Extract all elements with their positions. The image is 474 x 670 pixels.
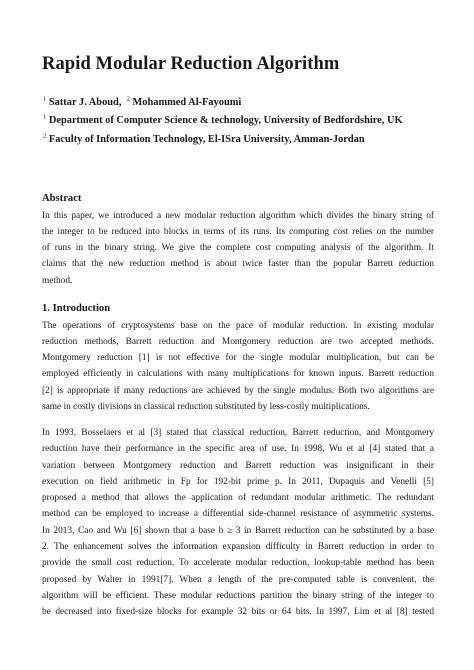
affiliation-1-text: Department of Computer Science & technology, University of Bedfordshire, UK <box>48 115 403 126</box>
paragraph-line: reduction have their performance in the specific area of use. In 1998, Wu et al [4] stated that a <box>42 444 434 455</box>
paragraph-line: algorithm will be efficient. These modular reductions partition the binary string of the integer to <box>42 590 434 601</box>
paragraph-line: In 2013, Cao and Wu [6] shown that a base b ≥ 3 in Barrett reduction can be substituted by a base <box>42 525 434 536</box>
affiliation-2-text: Faculty of Information Technology, El-ISra University, Amman-Jordan <box>48 134 365 145</box>
affiliation-1 <box>43 115 403 126</box>
paragraph-line: method can be employed to increase a differential side-channel resistance of asymmetric systems. <box>42 509 434 520</box>
paragraph-line: provide the small cost reduction. To accelerate modular reduction, lookup-table method has been <box>42 558 434 569</box>
affiliation-2-superscript: 2 <box>43 132 47 140</box>
author-1-superscript: 1 <box>43 95 47 103</box>
abstract-line: of runs in the binary string. We give the complete cost computing analysis of the algorithm. It <box>42 243 434 254</box>
paragraph-line: The operations of cryptosystems base on the pace of modular reduction. In existing modular <box>42 321 434 331</box>
paragraph-line: proposed a method that allows the application of redundant modular arithmetic. The redundant <box>42 493 434 504</box>
introduction-heading: 1. Introduction <box>42 303 111 314</box>
paragraph-line: employed efficiently in calculations with many multiplications for known inputs. Barrett reduction <box>42 369 434 380</box>
abstract-line: claims that the new reduction method is about twice faster than the popular Barrett reduction <box>42 259 434 270</box>
abstract-heading: Abstract <box>42 193 82 204</box>
affiliation-2 <box>43 134 365 145</box>
paragraph-line: same in costly divisions in classical reduction substituted by less-costly multiplications. <box>42 401 370 412</box>
author-2-superscript: 2 <box>126 95 130 103</box>
paragraph-line: In 1993, Bosselaers et al [3] stated that classical reduction, Barrett reduction, and Montgomery <box>42 428 434 438</box>
introduction-paragraph-1 <box>42 318 434 415</box>
author-2-name: Mohammed Al-Fayoumi <box>132 97 242 108</box>
paragraph-line: 2. The enhancement solves the information expansion difficulty in Barrett reduction in order to <box>42 542 434 553</box>
paper-title: Rapid Modular Reduction Algorithm <box>42 54 340 74</box>
paragraph-line: Montgomery reduction [1] is not effective for the single modular multiplication, but can be <box>42 353 434 364</box>
author-1-name: Sattar J. Aboud, <box>48 97 122 108</box>
abstract-line: the integer to be reduced into blocks in terms of its runs. Its computing cost relies on the number <box>42 227 434 238</box>
abstract-body <box>42 208 434 289</box>
paragraph-line: proposed by Walter in 1991[7]. When a length of the pre-computed table is convenient, the <box>42 574 434 585</box>
introduction-paragraph-2 <box>42 425 434 621</box>
paragraph-line: be decreased into fixed-size blocks for example 32 bits or 64 bits. In 1997, Lim et al [8] tested <box>42 607 434 618</box>
paragraph-line: reduction methods, Barrett reduction and Montgomery reduction are two accepted methods. <box>42 337 434 348</box>
author-line <box>43 97 241 108</box>
affiliation-1-superscript: 1 <box>43 113 47 121</box>
paragraph-line: execution on field arithmetic in Fp for 192-bit prime p. In 2011, Dupaquis and Venelli [5] <box>42 476 434 487</box>
abstract-line: In this paper, we introduced a new modular reduction algorithm which divides the binary string of <box>42 211 434 221</box>
abstract-line: method. <box>42 275 73 286</box>
paragraph-line: variation between Montgomery reduction and Barrett reduction was insignificant in their <box>42 460 434 471</box>
paragraph-line: [2] is appropriate if many reductions are achieved by the single modulus. Both two algorithms are <box>42 385 434 396</box>
